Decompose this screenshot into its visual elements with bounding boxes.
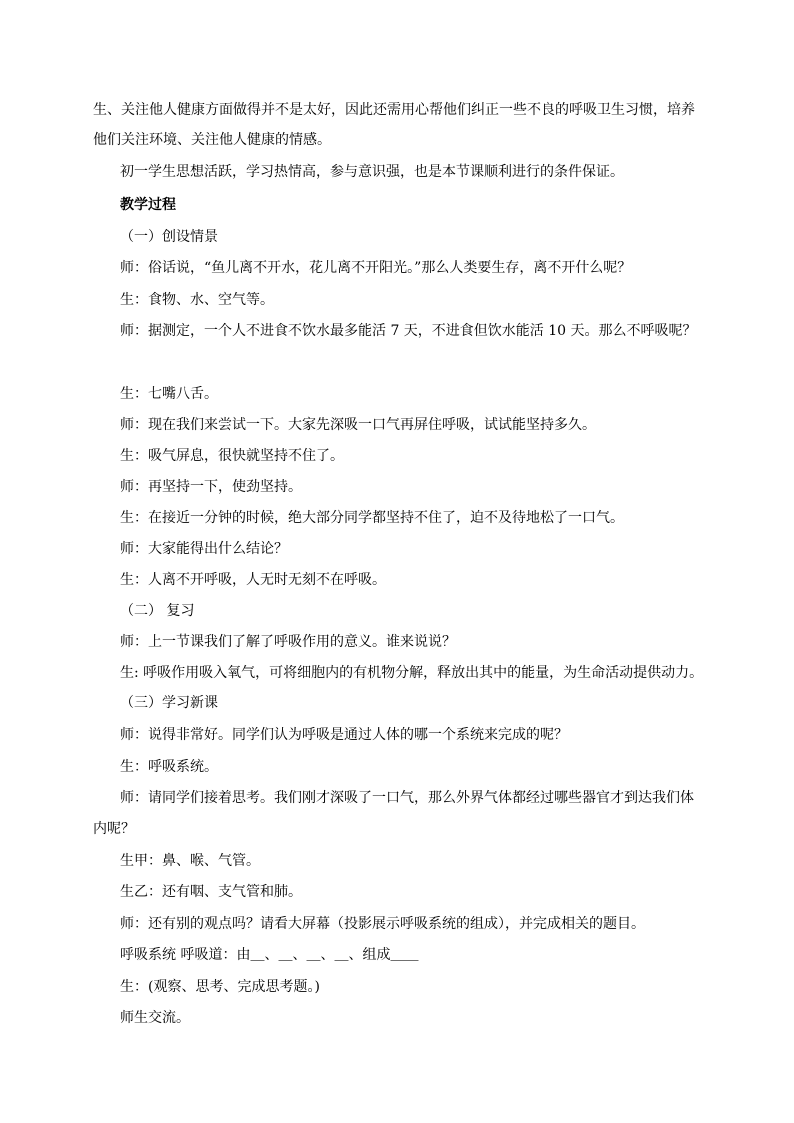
dialogue-line: 师：还有别的观点吗？请看大屏幕（投影展示呼吸系统的组成），并完成相关的题目。 bbox=[120, 916, 645, 932]
dialogue-line: 生：吸气屏息，很快就坚持不住了。 bbox=[120, 448, 344, 464]
dialogue-line: 师：据测定，一个人不进食不饮水最多能活 7 天，不进食但饮水能活 10 天。那么不呼吸呢？ bbox=[120, 323, 697, 339]
section-heading: 教学过程 bbox=[120, 197, 176, 213]
dialogue-line: 生：在接近一分钟的时候，绝大部分同学都坚持不住了，迫不及待地松了一口气。 bbox=[120, 510, 624, 526]
dialogue-line: 生：(观察、思考、完成思考题。) bbox=[120, 979, 320, 995]
dialogue-line: 师：现在我们来尝试一下。大家先深吸一口气再屏住呼吸，试试能坚持多久。 bbox=[120, 417, 596, 433]
dialogue-line: 师：大家能得出什么结论？ bbox=[120, 541, 288, 557]
dialogue-line: 内呢？ bbox=[93, 821, 135, 837]
dialogue-line: 生：呼吸系统。 bbox=[120, 759, 218, 775]
subsection-heading: （二） 复习 bbox=[120, 603, 195, 619]
paragraph-line: 初一学生思想活跃，学习热情高，参与意识强，也是本节课顺利进行的条件保证。 bbox=[120, 164, 624, 180]
subsection-heading: （三）学习新课 bbox=[120, 695, 218, 711]
dialogue-line: 师：请同学们接着思考。我们刚才深吸了一口气，那么外界气体都经过哪些器官才到达我们体 bbox=[120, 790, 694, 806]
paragraph-line: 生、关注他人健康方面做得并不是太好，因此还需用心帮他们纠正一些不良的呼吸卫生习惯，培养 bbox=[93, 102, 695, 118]
dialogue-line: 师：俗话说，“鱼儿离不开水，花儿离不开阳光。”那么人类要生存，离不开什么呢？ bbox=[120, 260, 632, 276]
dialogue-line: 生：七嘴八舌。 bbox=[120, 386, 218, 402]
dialogue-line: 师：上一节课我们了解了呼吸作用的意义。谁来说说？ bbox=[120, 634, 456, 650]
dialogue-line: 生甲：鼻、喉、气管。 bbox=[120, 853, 260, 869]
dialogue-line: 师生交流。 bbox=[120, 1010, 190, 1026]
paragraph-line: 他们关注环境、关注他人健康的情感。 bbox=[93, 132, 331, 148]
dialogue-line: 生: 呼吸作用吸入氧气，可将细胞内的有机物分解，释放出其中的能量，为生命活动提供动力。 bbox=[120, 665, 704, 681]
dialogue-line: 师：说得非常好。同学们认为呼吸是通过人体的哪一个系统来完成的呢？ bbox=[120, 727, 568, 743]
dialogue-line: 师：再坚持一下，使劲坚持。 bbox=[120, 479, 302, 495]
dialogue-line: 生乙：还有咽、支气管和肺。 bbox=[120, 884, 302, 900]
dialogue-line: 生：人离不开呼吸，人无时无刻不在呼吸。 bbox=[120, 572, 386, 588]
subsection-heading: （一）创设情景 bbox=[120, 229, 218, 245]
exercise-line: 呼吸系统 呼吸道：由＿、＿、＿、＿、组成＿＿ bbox=[120, 947, 419, 963]
dialogue-line: 生：食物、水、空气等。 bbox=[120, 292, 274, 308]
